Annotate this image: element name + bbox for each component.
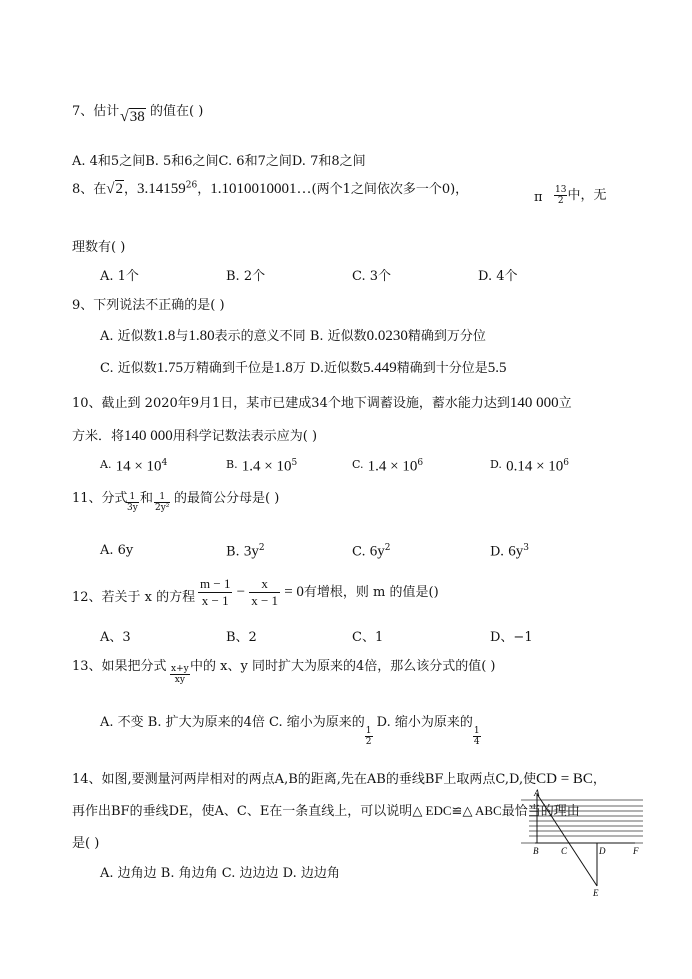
q8-option-c: C. 3个 — [352, 269, 392, 284]
fig-label-d: D — [599, 846, 606, 856]
q7-options: A. 4和5之间B. 5和6之间C. 6和7之间D. 7和8之间 — [72, 154, 366, 169]
q13-fraction: $\frac{x+y}{xy}$ — [171, 664, 189, 685]
q14-line3: 是( ) — [72, 836, 100, 851]
river-lines — [521, 800, 643, 843]
q8-stem: 8、在√2，3.14159$^{26}$，1.1010010001…(两个1之间依次多一个0)， — [72, 180, 469, 197]
q8-option-b: B. 2个 — [226, 269, 266, 284]
q10-option-d: $^{D.}$ $0.14 \times 10^6$ — [490, 458, 570, 475]
q9-stem: 9、下列说法不正确的是( ) — [72, 298, 225, 313]
q11-mid: 和 — [140, 491, 154, 506]
fig-label-c: C — [561, 846, 568, 856]
q11-option-b: B. $3y^2$ — [226, 543, 265, 560]
q11-fraction-2: $\frac{1}{\text{2y²}}$ — [155, 492, 170, 513]
q12-option-c: C、1 — [352, 630, 384, 645]
q8-sqrt2: √2 — [106, 181, 124, 197]
q10-option-a: $^{A.}$ $14 \times 10^4$ — [100, 458, 168, 475]
q11-option-a: A. 6y — [100, 543, 134, 558]
q14-options: A. 边角边 B. 角边角 C. 边边边 D. 边边角 — [100, 866, 340, 881]
q8-option-a: A. 1个 — [100, 269, 139, 284]
q8-fraction: $\frac{13}{2}$ 中，无 — [555, 185, 607, 206]
q12-equation: $\frac{m - 1}{x - 1}$ − $\frac{x}{x - 1}$ = 0有增根，则 m 的值是() — [200, 576, 439, 608]
q7-stem: 7、估计 — [72, 104, 120, 119]
q12-option-d: D、−1 — [490, 630, 533, 645]
q12-option-b: B、2 — [226, 630, 257, 645]
q11-suffix: 的最简公分母是( ) — [174, 491, 280, 506]
fig-label-a: A — [534, 788, 540, 798]
q14-line1: 14、如图,要测量河两岸相对的两点A,B的距离,先在AB的垂线BF上取两点C,D,使CD = BC， — [72, 771, 606, 787]
q11-stem: 11、分式 — [72, 491, 128, 506]
fig-label-e: E — [593, 888, 599, 898]
q10-option-b: $^{B.}$ $1.4 \times 10^5$ — [226, 458, 298, 475]
q10-line1: 10、截止到 2020年9月1日，某市已建成34个地下调蓄设施，蓄水能力达到140 000立 — [72, 395, 572, 411]
q8-pi: π — [534, 190, 543, 205]
q13-options: A. 不变 B. 扩大为原来的4倍 C. 缩小为原来的 $\frac{1}{2}$ D. 缩小为原来的 $\frac{1}{4}$ — [100, 715, 480, 747]
q12-stem: 12、若关于 x 的方程 — [72, 590, 196, 605]
q10-line2: 方米．将140 000用科学记数法表示应为( ) — [72, 428, 318, 444]
q12-option-a: A、3 — [100, 630, 131, 645]
q14-line2: 再作出BF的垂线DE，使A、C、E在一条直线上，可以说明△ EDC≌△ ABC最恰当的理由 — [72, 803, 580, 819]
fig-label-b: B — [533, 846, 539, 856]
q9-option-a-b: A. 近似数1.8与1.80表示的意义不同 B. 近似数0.0230精确到万分位 — [100, 328, 486, 344]
q11-fraction-1: $\frac{1}{3y}$ — [127, 492, 138, 513]
q14-river-figure — [515, 786, 647, 898]
line-ae — [537, 794, 597, 886]
q7-suffix: 的值在( ) — [150, 104, 204, 119]
q9-option-c-d: C. 近似数1.75万精确到千位是1.8万 D.近似数5.449精确到十分位是5.5 — [100, 360, 507, 376]
q7-sqrt: √38 — [120, 108, 145, 125]
q11-option-d: D. $6y^3$ — [490, 543, 529, 560]
q10-option-c: $^{C.}$ $1.4 \times 10^6$ — [352, 458, 424, 475]
q13-suffix: 中的 x、y 同时扩大为原来的4倍，那么该分式的值( ) — [190, 659, 496, 674]
q11-option-c: C. $6y^2$ — [352, 543, 391, 560]
q8-line2: 理数有( ) — [72, 240, 126, 255]
fig-label-f: F — [633, 846, 639, 856]
q13-stem: 13、如果把分式 — [72, 659, 167, 674]
q8-option-d: D. 4个 — [478, 269, 518, 284]
